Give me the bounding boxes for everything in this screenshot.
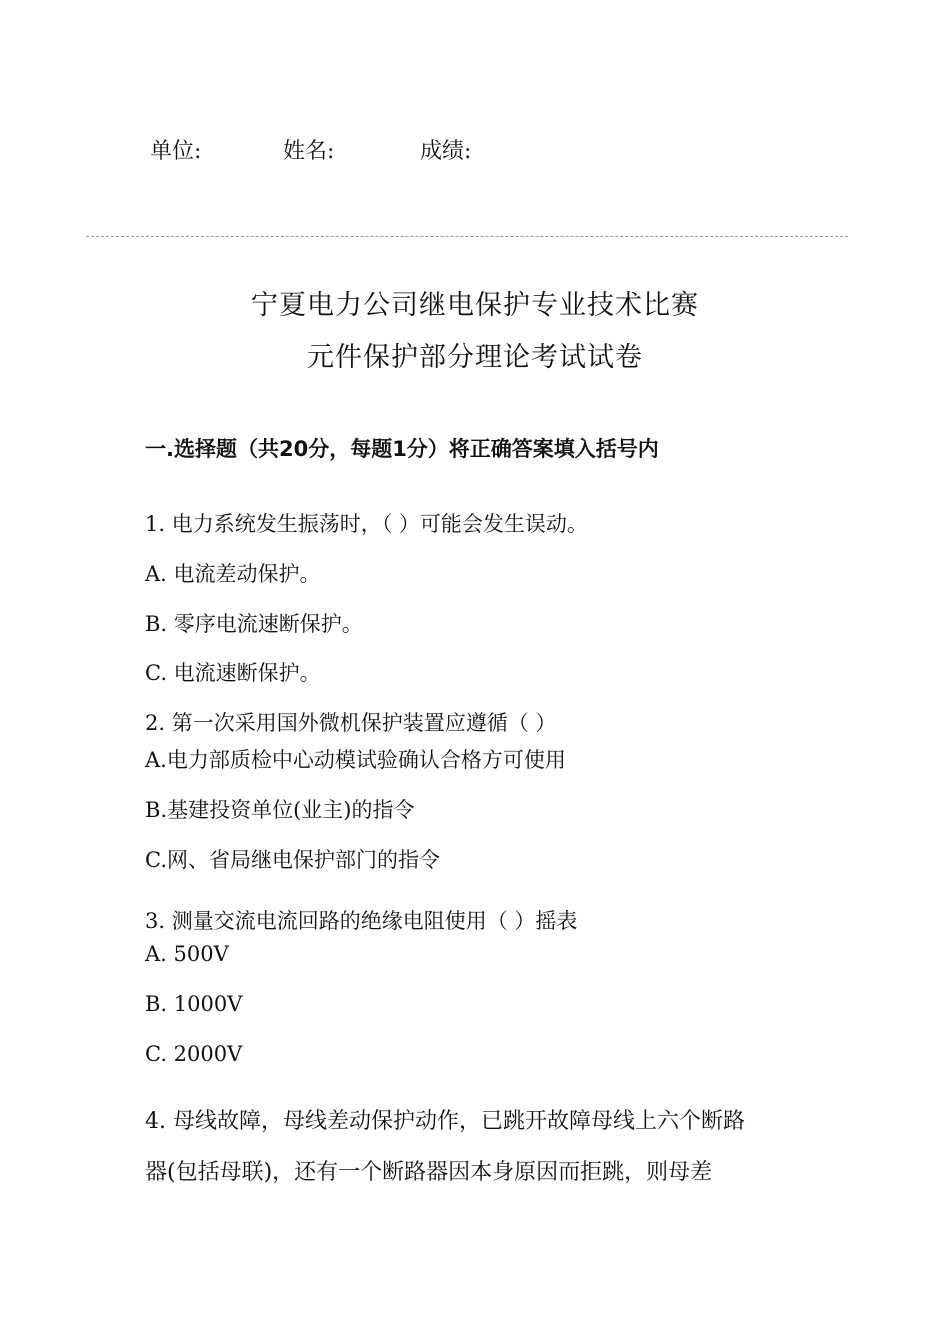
question-2-option-a: A.电力部质检中心动模试验确认合格方可使用	[145, 748, 566, 772]
score-label: 成绩:	[420, 139, 472, 164]
question-2-option-c: C.网、省局继电保护部门的指令	[145, 848, 440, 872]
title-line-2: 元件保护部分理论考试试卷	[307, 342, 643, 373]
question-3-option-c: C. 2000V	[145, 1042, 243, 1066]
unit-label: 单位:	[150, 139, 202, 164]
question-1-option-c: C. 电流速断保护。	[145, 661, 321, 685]
name-label: 姓名:	[283, 139, 335, 164]
title-line-1: 宁夏电力公司继电保护专业技术比赛	[251, 290, 699, 321]
question-3-stem: 3. 测量交流电流回路的绝缘电阻使用（ ）摇表	[145, 909, 578, 933]
section-heading: 一.选择题（共20分，每题1分）将正确答案填入括号内	[145, 437, 659, 461]
question-2-stem: 2. 第一次采用国外微机保护装置应遵循（ ）	[145, 711, 557, 735]
dashed-divider	[86, 236, 848, 237]
question-1-option-b: B. 零序电流速断保护。	[145, 612, 363, 636]
question-3-option-b: B. 1000V	[145, 992, 243, 1016]
question-2-option-b: B.基建投资单位(业主)的指令	[145, 798, 415, 822]
question-4-stem-line-1: 4. 母线故障，母线差动保护动作，已跳开故障母线上六个断路	[145, 1109, 745, 1134]
question-3-option-a: A. 500V	[145, 942, 229, 966]
question-4-stem-line-2: 器(包括母联)，还有一个断路器因本身原因而拒跳，则母差	[145, 1160, 713, 1185]
question-1-option-a: A. 电流差动保护。	[145, 562, 321, 586]
question-1-stem: 1. 电力系统发生振荡时，（ ）可能会发生误动。	[145, 512, 588, 536]
